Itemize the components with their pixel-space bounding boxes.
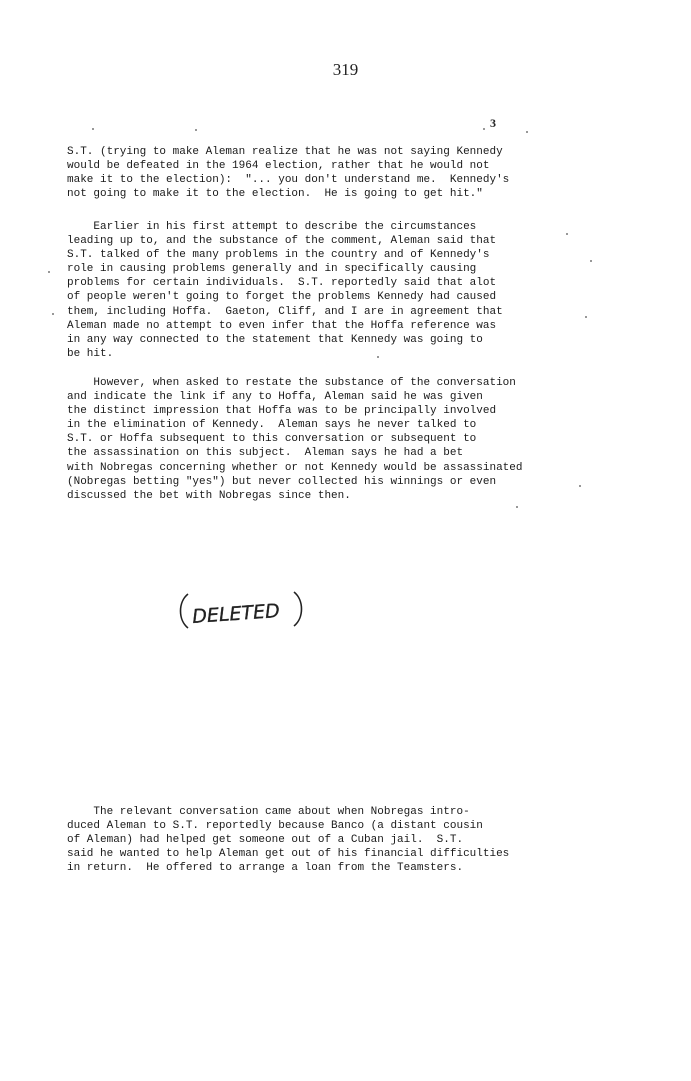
deleted-stamp-text: DELETED (191, 599, 281, 629)
scan-speck (92, 128, 94, 130)
scan-speck (483, 128, 485, 130)
paragraph-relevant-conversation: The relevant conversation came about when Nobregas intro- duced Aleman to S.T. reportedly because Banco (a distant cousin of Aleman) had helped get someone out of a Cuban jail. S.T. said he wanted to help Aleman get out of his financial difficulties in return. He offered to arrange a loan from the Teamsters. (67, 806, 510, 875)
scan-speck (590, 260, 592, 262)
deleted-stamp (176, 588, 306, 632)
paragraph-earlier-attempt: Earlier in his first attempt to describe the circumstances leading up to, and the substance of the comment, Aleman said that S.T. talked of the many problems in the country and of Kennedy's role in causing problems generally and in specifically causing problems for certain individuals. S.T. reportedly said that alot of people weren't going to forget the problems Kennedy had caused them, including Hoffa. Gaeton, Cliff, and I are in agreement that Aleman made no attempt to even infer that the Hoffa reference was in any way connected to the statement that Kennedy was going to be hit. (67, 221, 503, 360)
page-number: 319 (332, 60, 359, 79)
scan-speck (195, 129, 197, 131)
scan-speck (48, 271, 50, 273)
scan-speck (579, 485, 581, 487)
scan-speck (566, 233, 568, 235)
scan-speck (52, 313, 54, 315)
scan-speck (585, 316, 587, 318)
scan-speck (526, 131, 528, 133)
scan-speck (377, 356, 379, 358)
scan-speck (516, 506, 518, 508)
paragraph-restatement: However, when asked to restate the substance of the conversation and indicate the link if any to Hoffa, Aleman said he was given the distinct impression that Hoffa was to be principally involved in the elimination of Kennedy. Aleman says he never talked to S.T. or Hoffa subsequent to this conversation or subsequent to the assassination on this subject. Aleman says he had a bet with Nobregas concerning whether or not Kennedy would be assassinated (Nobregas betting "yes") but never collected his winnings or even discussed the bet with Nobregas since then. (67, 377, 523, 502)
sheet-number: 3 (490, 116, 496, 130)
paragraph-quote: S.T. (trying to make Aleman realize that he was not saying Kennedy would be defeated in the 1964 election, rather that he would not make it to the election): "... you don't understand me. Kennedy's not going to make it to the election. He is going to get hit." (67, 146, 510, 201)
